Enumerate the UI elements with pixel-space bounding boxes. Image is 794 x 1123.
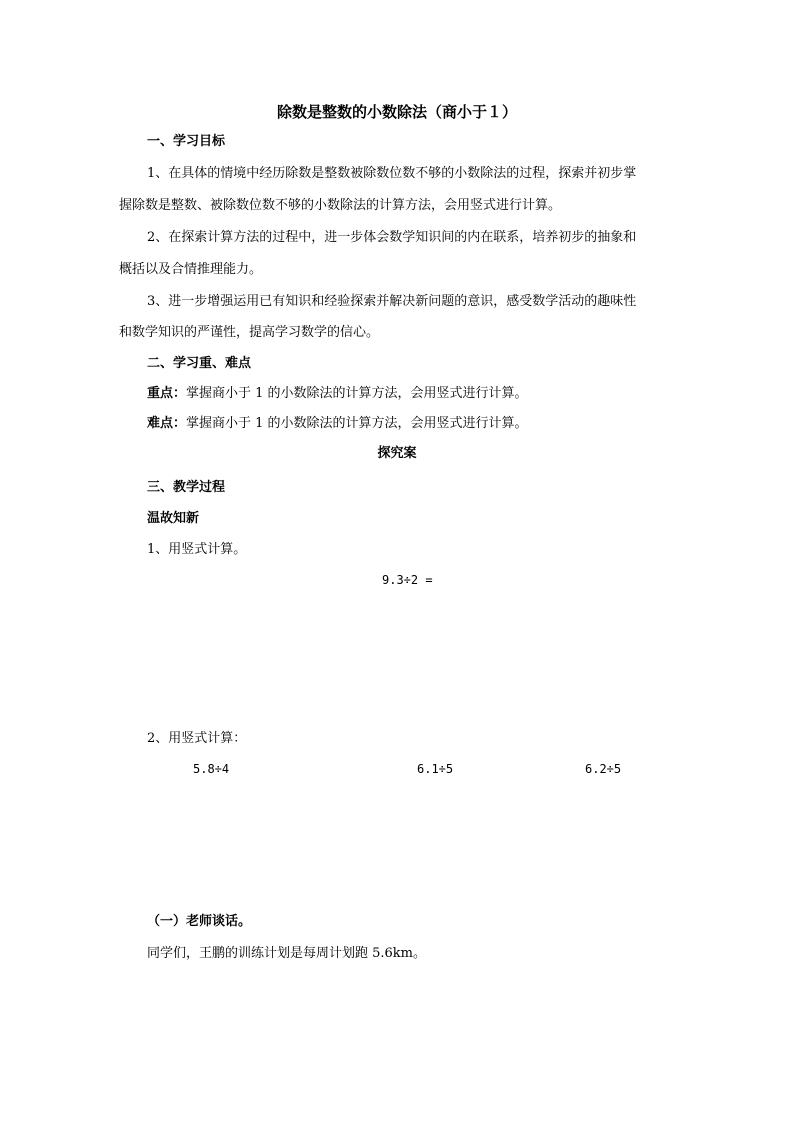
key-point-text: 掌握商小于 1 的小数除法的计算方法，会用竖式进行计算。 [186,386,528,401]
expression-9-3-div-2: 9.3÷2 = [382,573,433,587]
teacher-talk-text: 同学们，王鹏的训练计划是每周计划跑 5.6km。 [147,946,427,961]
teacher-talk-heading: （一）老师谈话。 [147,914,252,929]
goal-3-line-1: 3、进一步增强运用已有知识和经验探索并解决新问题的意识，感受数学活动的趣味性 [147,294,637,309]
page-title: 除数是整数的小数除法（商小于１） [276,103,517,121]
explore-heading: 探究案 [377,446,417,461]
section-heading-key-points: 二、学习重、难点 [147,356,252,371]
goal-1-line-2: 握除数是整数、被除数位数不够的小数除法的计算方法，会用竖式进行计算。 [119,198,562,213]
goal-2-line-2: 概括以及合情推理能力。 [119,262,263,277]
task-2-instruction: 2、用竖式计算： [147,731,247,746]
review-heading: 温故知新 [147,511,200,526]
key-point-label: 重点： [147,386,187,401]
difficult-point-text: 掌握商小于 1 的小数除法的计算方法，会用竖式进行计算。 [186,416,528,431]
expression-5-8-div-4: 5.8÷4 [193,762,230,776]
expression-6-1-div-5: 6.1÷5 [417,762,454,776]
goal-3-line-2: 和数学知识的严谨性，提高学习数学的信心。 [119,325,380,340]
expression-6-2-div-5: 6.2÷5 [585,762,622,776]
section-heading-teaching-process: 三、教学过程 [147,480,226,495]
key-point [147,386,528,402]
goal-2-line-1: 2、在探索计算方法的过程中，进一步体会数学知识间的内在联系，培养初步的抽象和 [147,230,637,245]
section-heading-learning-goals: 一、学习目标 [147,134,226,149]
difficult-point [147,416,528,432]
goal-1-line-1: 1、在具体的情境中经历除数是整数被除数位数不够的小数除法的过程，探索并初步掌 [147,166,637,181]
task-1-instruction: 1、用竖式计算。 [147,542,247,557]
difficult-point-label: 难点： [147,416,187,431]
